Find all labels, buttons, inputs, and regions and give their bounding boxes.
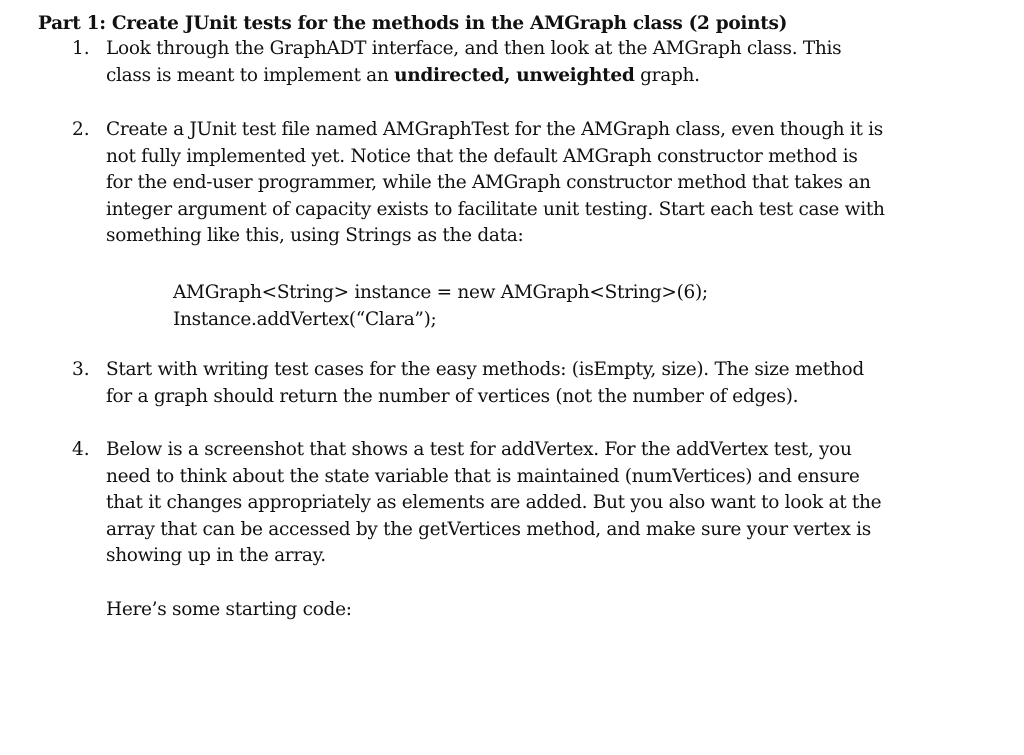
text-line: something like this, using Strings as the data: bbox=[106, 225, 524, 246]
text-line: integer argument of capacity exists to facilitate unit testing. Start each test case with bbox=[106, 198, 885, 220]
list-text bbox=[106, 36, 956, 89]
text-line: showing up in the array. bbox=[106, 545, 326, 566]
text-line: that it changes appropriately as elements are added. But you also want to look at the bbox=[106, 492, 882, 513]
text-line: for a graph should return the number of vertices (not the number of edges). bbox=[106, 385, 799, 407]
code-snippet bbox=[173, 280, 708, 333]
text-line: Start with writing test cases for the easy methods: (isEmpty, size). The size method bbox=[106, 359, 864, 380]
part-heading: Part 1: Create JUnit tests for the methods in the AMGraph class (2 points) bbox=[38, 13, 788, 34]
bold-phrase: undirected, unweighted bbox=[394, 64, 635, 86]
text-line: need to think about the state variable that is maintained (numVertices) and ensure bbox=[106, 465, 860, 487]
list-text bbox=[106, 117, 956, 250]
text-line: array that can be accessed by the getVertices method, and make sure your vertex is bbox=[106, 518, 871, 540]
text-span: graph. bbox=[634, 64, 700, 86]
code-line: Instance.addVertex(“Clara”); bbox=[173, 308, 437, 330]
code-line: AMGraph<String> instance = new AMGraph<String>(6); bbox=[173, 282, 708, 303]
text-line bbox=[106, 63, 956, 90]
list-number: 2. bbox=[72, 119, 90, 140]
text-line: Below is a screenshot that shows a test for addVertex. For the addVertex test, you bbox=[106, 439, 852, 460]
list-number: 4. bbox=[72, 439, 90, 460]
text-line: Create a JUnit test file named AMGraphTest for the AMGraph class, even though it is bbox=[106, 119, 883, 140]
text-line: Look through the GraphADT interface, and then look at the AMGraph class. This bbox=[106, 38, 842, 59]
list-number: 3. bbox=[72, 359, 90, 380]
text-line: not fully implemented yet. Notice that the default AMGraph constructor method is bbox=[106, 145, 858, 167]
text-span: class is meant to implement an bbox=[106, 64, 395, 86]
list-text bbox=[106, 357, 956, 410]
list-text bbox=[106, 437, 956, 570]
text-line: for the end-user programmer, while the AMGraph constructor method that takes an bbox=[106, 172, 871, 193]
starting-code-label: Here’s some starting code: bbox=[106, 599, 352, 620]
list-number: 1. bbox=[72, 38, 90, 59]
